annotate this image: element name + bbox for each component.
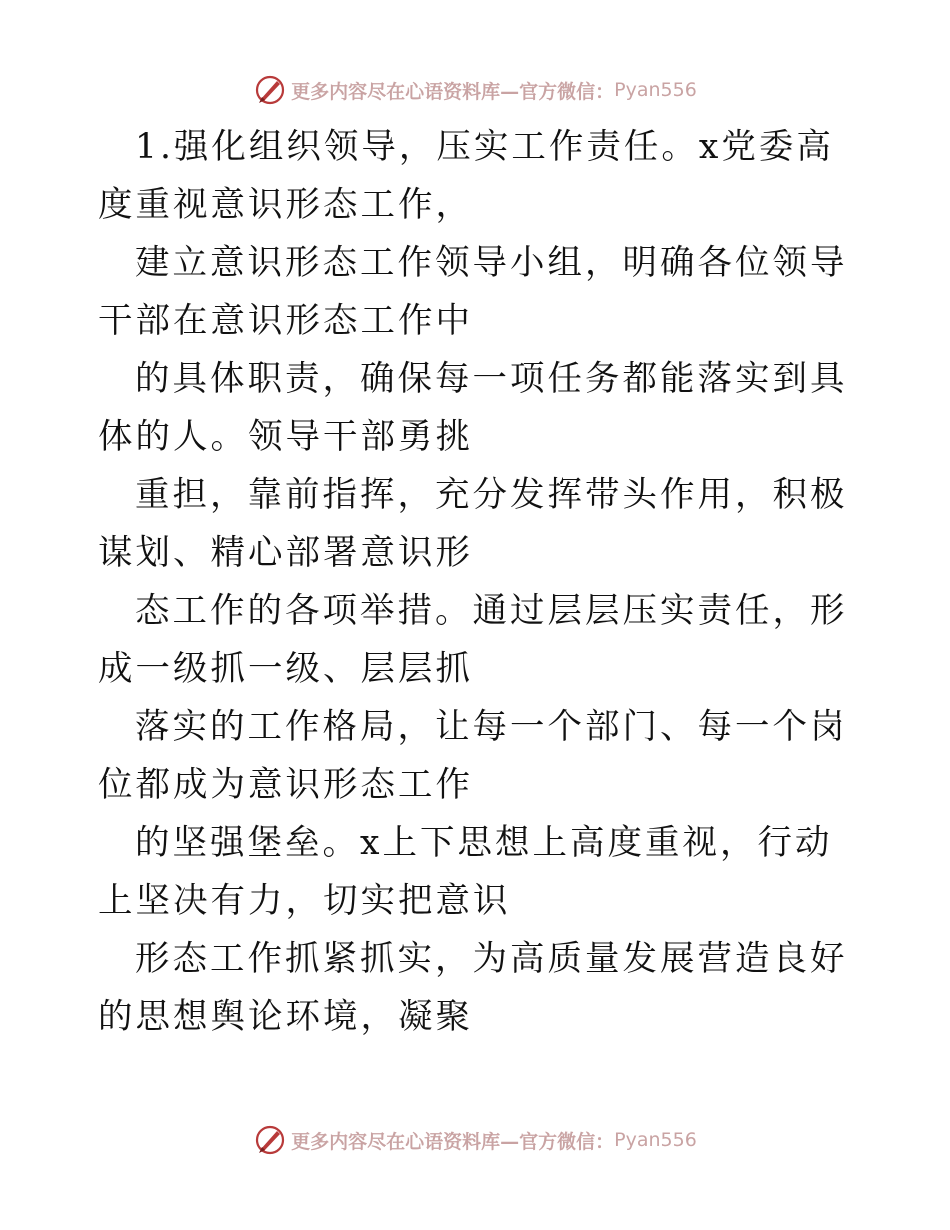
paragraph: 重担，靠前指挥，充分发挥带头作用，积极谋划、精心部署意识形 bbox=[98, 475, 848, 573]
paragraph: 1.强化组织领导，压实工作责任。x党委高度重视意识形态工作， bbox=[98, 127, 834, 225]
paragraph: 态工作的各项举措。通过层层压实责任，形成一级抓一级、层层抓 bbox=[98, 591, 848, 689]
quill-pen-logo-icon bbox=[253, 1123, 287, 1157]
watermark-text: 更多内容尽在心语资料库—官方微信： bbox=[291, 80, 615, 103]
document-body bbox=[98, 118, 858, 1046]
paragraph: 落实的工作格局，让每一个部门、每一个岗位都成为意识形态工作 bbox=[98, 707, 848, 805]
paragraph: 建立意识形态工作领导小组，明确各位领导干部在意识形态工作中 bbox=[98, 243, 848, 341]
watermark-text: 更多内容尽在心语资料库—官方微信： bbox=[291, 1130, 615, 1153]
paragraph: 的坚强堡垒。x上下思想上高度重视，行动上坚决有力，切实把意识 bbox=[98, 823, 833, 921]
watermark-wechat-id: Pyan556 bbox=[614, 1129, 697, 1151]
paragraph: 形态工作抓紧抓实，为高质量发展营造良好的思想舆论环境，凝聚 bbox=[98, 939, 848, 1037]
header-watermark bbox=[0, 70, 950, 110]
watermark-wechat-id: Pyan556 bbox=[614, 79, 697, 101]
footer-watermark bbox=[0, 1120, 950, 1160]
paragraph: 的具体职责，确保每一项任务都能落实到具体的人。领导干部勇挑 bbox=[98, 359, 848, 457]
quill-pen-logo-icon bbox=[253, 73, 287, 107]
